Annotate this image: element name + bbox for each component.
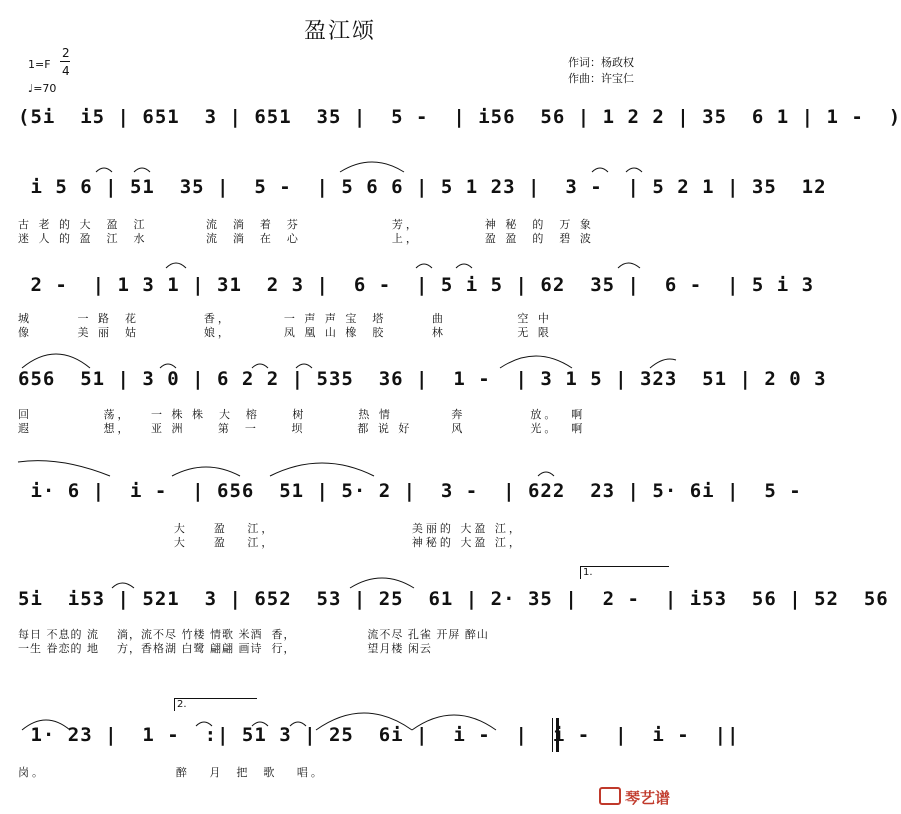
lyric-verse-1: 每日 不息的 流 淌，流不尽 竹楼 情歌 米酒 香， 流不尽 孔雀 开屏 醉山 [18,628,489,641]
slur [618,263,640,268]
lyric-verse-2: 遐 想， 亚 洲 第 一 坝 都 说 好 风 光。 啊 [18,422,586,435]
slur [134,168,150,172]
slur [538,472,554,476]
notation-line: 656 51 | 3 0 | 6 2 2 | 535 36 | 1 - | 3 1 5 | 323 51 | 2 0 3 [18,368,839,390]
page-title: 盈江颂 [303,19,376,44]
slur [252,722,268,726]
slur [650,359,676,368]
lyric-verse-1: 大 盈 江， 美丽的 大盈 江， [18,522,523,535]
final-barline [552,718,559,752]
slur [252,364,268,368]
slur [592,168,608,172]
slur [112,583,134,588]
tempo-marking: ♩=70 [28,82,57,95]
slur [456,264,472,268]
lyric-verse-2: 一生 眷恋的 地 方，香格湖 白鹭 翩翩 画诗 行， 望月楼 闲云 [18,642,432,655]
site-logo [599,787,670,808]
notation-line: 2 - | 1 3 1 | 31 2 3 | 6 - | 5 i 5 | 62 35 | 6 - | 5 i 3 [18,274,827,296]
lyric-verse-2: 迷 人 的 盈 江 水 流 淌 在 心 上， 盈 盈 的 碧 波 [18,232,594,245]
slur [172,467,240,476]
key-signature: 1=F [28,58,51,71]
lyricist-credit: 作词：杨政权 [568,56,634,69]
slur [22,354,90,368]
slur [18,461,110,476]
slur [290,722,306,726]
notation-line: i· 6 | i - | 656 51 | 5· 2 | 3 - | 622 23 | 5· 6i | 5 - [18,480,815,502]
slur [500,356,572,368]
notation-line: 5i i53 | 521 3 | 652 53 | 25 61 | 2· 35 | 2 - | i53 56 | 52 56 [18,588,901,610]
slur [412,715,496,730]
notation-line: (5i i5 | 651 3 | 651 35 | 5 - | i56 56 | 1 2 2 | 35 6 1 | 1 - ) [18,106,901,128]
time-signature-top: 2 [62,46,70,60]
lyric-verse-1: 岗。 醉 月 把 歌 唱。 [18,766,325,779]
slur [166,263,186,268]
site-logo-text: 琴艺谱 [624,789,670,807]
lyric-verse-1: 回 荡， 一 株 株 大 榕 树 热 情 奔 放。 啊 [18,408,586,421]
slur [296,364,312,368]
lyric-verse-2: 像 美 丽 姑 娘， 凤 凰 山 橡 胶 林 无 限 [18,326,552,339]
lyric-verse-1: 城 一 路 花 香， 一 声 声 宝 塔 曲 空 中 [18,312,552,325]
composer-credit: 作曲：许宝仁 [568,72,634,85]
music-logo-icon [599,787,621,805]
notation-line: 1· 23 | 1 - :| 51 3 | 25 6i | i - | i - | i - || [18,724,740,746]
slur [22,720,70,730]
volta-1-bracket: 1. [580,566,669,579]
lyric-verse-2: 大 盈 江， 神秘的 大盈 江， [18,536,523,549]
slur [416,264,432,268]
lyric-verse-1: 古 老 的 大 盈 江 流 淌 着 芬 芳， 神 秘 的 万 象 [18,218,594,231]
volta-2-bracket: 2. [174,698,257,711]
slur [160,364,176,368]
slur [316,713,412,730]
notation-line: i 5 6 | 51 35 | 5 - | 5 6 6 | 5 1 23 | 3 - | 5 2 1 | 35 12 [18,176,839,198]
slur [340,162,404,172]
slur [196,722,212,726]
slur [626,168,642,172]
slur [96,168,112,172]
slur [350,578,414,588]
time-signature-bottom: 4 [62,64,70,78]
slur [270,463,374,476]
